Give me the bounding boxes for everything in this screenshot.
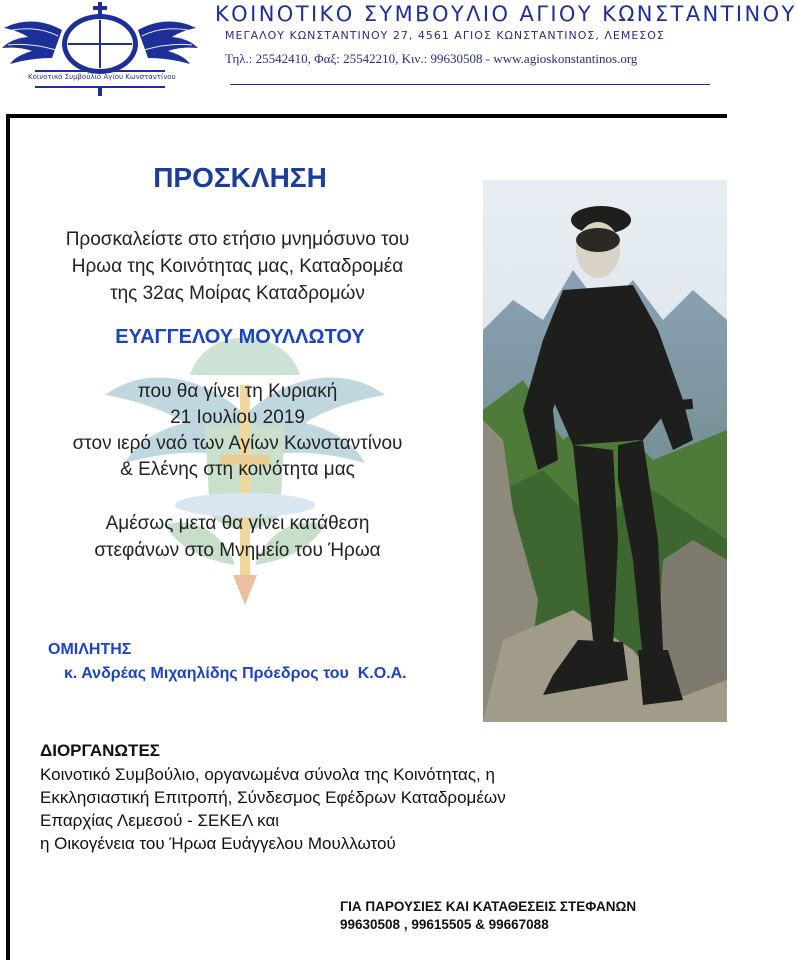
- council-logo: [0, 0, 200, 96]
- frame-top-border: [6, 114, 727, 118]
- organizers-list: Κοινοτικό Συμβούλιο, οργανωμένα σύνολα της Κοινότητας, η Εκκλησιαστική Επιτροπή, Σύνδεσμος Εφέδρων Καταδρομέων Επαρχίας Λεμεσού - ΣΕΚΕΛ και η Οικογένεια του Ήρωα Ευάγγελου Μουλλωτού: [40, 765, 506, 853]
- organizers-label: ΔΙΟΡΓΑΝΩΤΕΣ: [40, 741, 160, 760]
- wreath-laying-note: Αμέσως μετα θα γίνει κατάθεση στεφάνων στο Μνημείο του Ήρωα: [94, 513, 381, 561]
- council-contact-line: Τηλ.: 25542410, Φαξ: 25542210, Κιν.: 99630508 - www.agioskonstantinos.org: [225, 51, 638, 66]
- speaker-label: ΟΜΙΛΗΤΗΣ: [48, 641, 132, 658]
- invitation-intro: Προσκαλείστε στο ετήσιο μνημόσυνο του Ηρωα της Κοινότητας μας, Καταδρομέα της 32ας Μοίρας Καταδρομών: [65, 229, 410, 304]
- contact-phones: 99630508 , 99615505 & 99667088: [340, 917, 549, 932]
- letterhead-divider: [230, 84, 710, 85]
- invitation-heading: ΠΡΟΣΚΛΗΣΗ: [153, 162, 327, 193]
- memorial-details: που θα γίνει τη Κυριακή 21 Ιουλίου 2019 στον ιερό ναό των Αγίων Κωνσταντίνου & Ελένης στη κοινότητα μας: [72, 381, 403, 480]
- soldier-photo: [483, 180, 727, 722]
- hero-name: ΕΥΑΓΓΕΛΟΥ ΜΟΥΛΛΩΤΟΥ: [115, 326, 365, 348]
- letterhead: [0, 0, 797, 98]
- contact-label: ΓΙΑ ΠΑΡΟΥΣΙΕΣ ΚΑΙ ΚΑΤΑΘΕΣΕΙΣ ΣΤΕΦΑΝΩΝ: [340, 899, 637, 914]
- logo-caption: Κοινοτικό Συμβούλιο Αγίου Κωνσταντίνου: [28, 73, 176, 81]
- speaker-name: κ. Ανδρέας Μιχαηλίδης Πρόεδρος του Κ.Ο.Α.: [64, 665, 407, 682]
- council-address: ΜΕΓΑΛΟΥ ΚΩΝΣΤΑΝΤΙΝΟΥ 27, 4561 ΑΓΙΟΣ ΚΩΝΣΤΑΝΤΙΝΟΣ, ΛΕΜΕΣΟΣ: [225, 29, 665, 42]
- council-title: ΚΟΙΝΟΤΙΚΟ ΣΥΜΒΟΥΛΙΟ ΑΓΙΟΥ ΚΩΝΣΤΑΝΤΙΝΟΥ: [215, 2, 797, 26]
